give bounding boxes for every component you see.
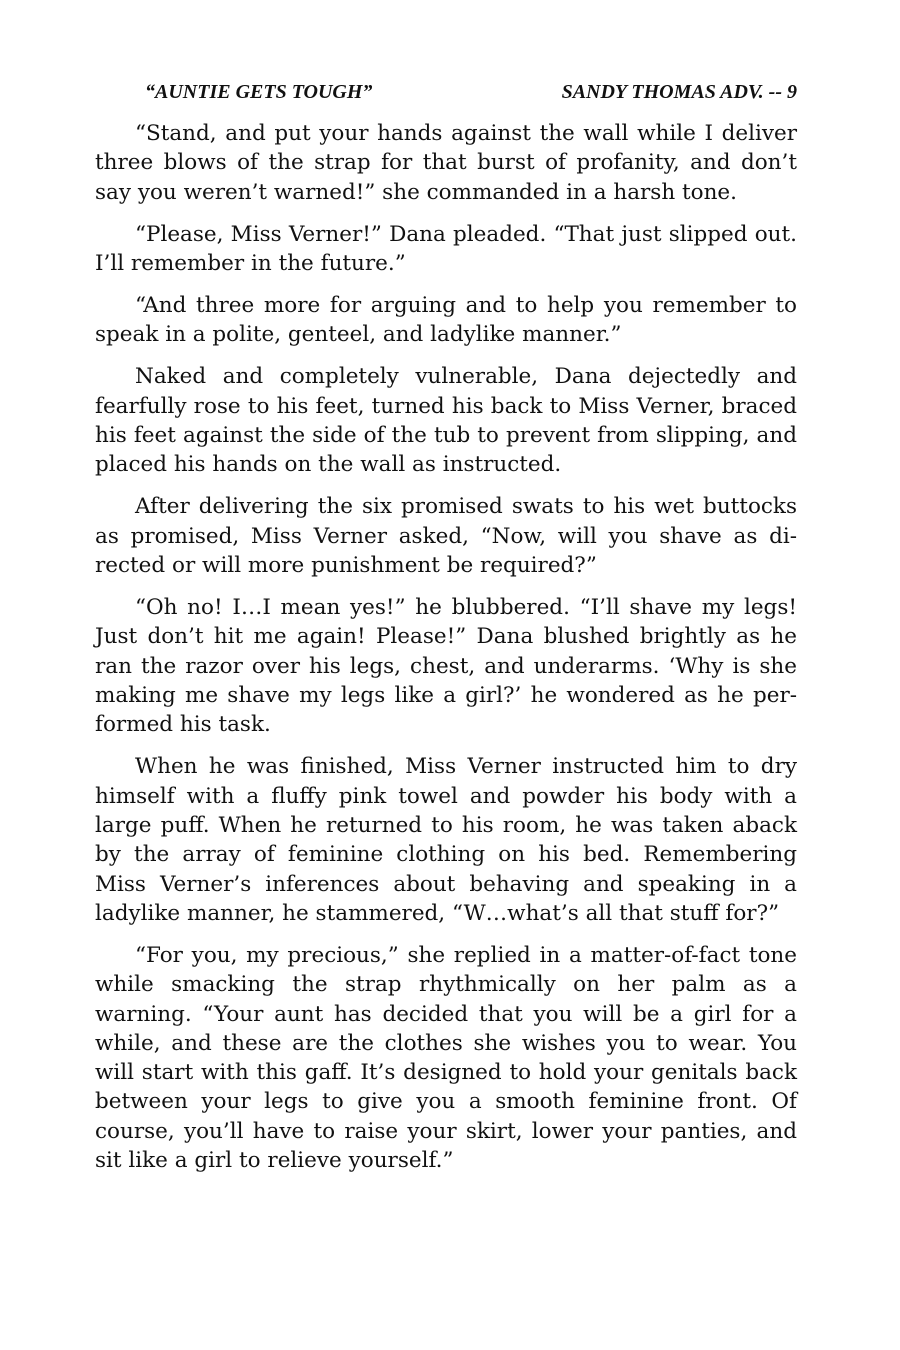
paragraph: “For you, my precious,” she replied in a matter-of-fact tone while smacking the strap rhythmically on her palm as a warning. “Your aunt has decided that you will be a girl for a while, and these are the clothes she wishes you to wear. You will start with this gaff. It’s designed to hold your genitals back between your legs to give you a smooth feminine front. Of course, you’ll have to raise your skirt, lower your panties, and sit like a girl to relieve yourself.” (95, 943, 797, 1174)
paragraph: “Please, Miss Verner!” Dana pleaded. “That just slipped out. I’ll remember in the future.” (95, 221, 797, 276)
header-book-page-number: SANDY THOMAS ADV. -- 9 (561, 81, 797, 103)
paragraph: Naked and completely vulnerable, Dana dejectedly and fearfully rose to his feet, turned his back to Miss Verner, braced his feet against the side of the tub to prevent from slipping, and placed his hands on the wall as instructed. (95, 364, 797, 478)
paragraph: “Stand, and put your hands against the wall while I deliver three blows of the strap for that burst of profanity, and don’t say you weren’t warned!” she commanded in a harsh tone. (95, 121, 797, 205)
paragraph: “Oh no! I…I mean yes!” he blubbered. “I’ll shave my legs! Just don’t hit me again! Please!” Dana blushed brightly as he ran the razor over his legs, chest, and underarms. ‘Why is she making me shave my legs like a girl?’ he wondered as he performed his task. (95, 595, 797, 738)
body-text (95, 119, 797, 1188)
paragraph: After delivering the six promised swats to his wet buttocks as promised, Miss Verner asked, “Now, will you shave as directed or will more punishment be required?” (95, 494, 797, 579)
header-chapter-title: “AUNTIE GETS TOUGH” (145, 81, 373, 103)
paragraph: “And three more for arguing and to help you remember to speak in a polite, genteel, and ladylike manner.” (95, 293, 797, 348)
running-header (95, 78, 797, 106)
paragraph: When he was finished, Miss Verner instructed him to dry himself with a fluffy pink towel and powder his body with a large puff. When he returned to his room, he was taken aback by the array of feminine clothing on his bed. Remembering Miss Verner’s inferences about behaving and speaking in a ladylike manner, he stammered, “W…what’s all that stuff for?” (95, 754, 797, 926)
